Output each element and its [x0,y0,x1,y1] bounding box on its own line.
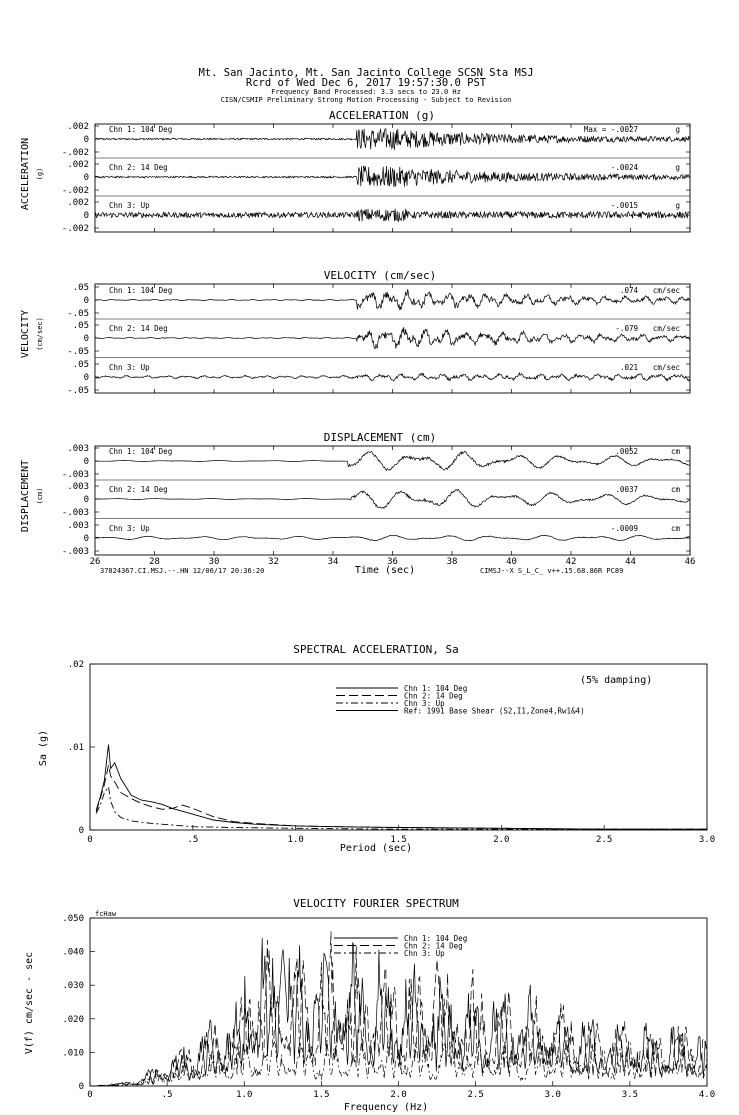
fourier-legend-label: Chn 3: Up [404,949,445,958]
sa-ytick-label: 0 [78,826,84,836]
ts-tick-label: 0 [83,173,89,183]
sa-xtick-label: 2.5 [596,835,613,845]
footer-left: 37824367.CI.MSJ.--.HN 12/06/17 20:36:20 [100,567,265,575]
ts-tick-label: 0 [83,296,89,306]
ts-tick-label: -.003 [61,470,89,480]
ts-max-unit: g [675,201,680,210]
ts-max-unit: cm [670,447,680,456]
fourier-ytick-label: .010 [62,1048,84,1059]
time-tick-label: 40 [506,557,517,567]
footer-right: CIMSJ--X S_L_C_ v++.15.68.86R PC89 [480,567,624,575]
ts-trace [95,289,690,310]
ts-trace [95,451,690,470]
ts-max-label: Max = -.0027 [583,125,638,134]
ts-tick-label: 0 [83,135,89,145]
fourier-series [98,931,707,1085]
accel-yunit: (g) [36,167,44,181]
ts-channel-label: Chn 1: 104 Deg [109,447,173,456]
time-tick-label: 32 [268,557,279,567]
sa-xtick-label: 3.0 [698,835,716,845]
fourier-xtick-label: 4.0 [698,1090,716,1100]
sa-ylabel: Sa (g) [38,729,49,767]
fourier-frame [90,918,707,1086]
ts-tick-label: -.002 [61,224,89,234]
sa-legend-label: Chn 3: Up [404,699,445,708]
fourier-ytick-label: .030 [62,981,84,992]
sa-ytick-label: .01 [67,743,84,753]
ts-tick-label: 0 [83,457,89,467]
ts-tick-label: -.002 [61,186,89,196]
header-line2: Rcrd of Wed Dec 6, 2017 19:57:30.0 PST [245,77,487,89]
ts-trace [95,209,690,222]
time-tick-label: 36 [387,557,398,567]
header-line4: CISN/CSMIP Preliminary Strong Motion Processing - Subject to Revision [220,96,512,104]
ts-max-unit: g [675,163,680,172]
sa-xtick-label: 1.5 [390,835,407,845]
ts-tick-label: 0 [83,495,89,505]
ts-trace [95,327,690,349]
ts-tick-label: .002 [67,122,89,132]
sa-legend [336,684,585,716]
fourier-xtick-label: 1.5 [313,1090,330,1100]
ts-max-unit: cm/sec [652,324,680,333]
ts-channel-label: Chn 1: 104 Deg [109,125,173,134]
sa-series-line [96,765,707,829]
ts-channel-label: Chn 2: 14 Deg [109,163,168,172]
ts-tick-label: 0 [83,211,89,221]
sa-xtick-label: .5 [187,835,199,845]
displacement-ylabel: DISPLACEMENT [20,459,31,533]
displacement-title: DISPLACEMENT (cm) [323,431,437,444]
ts-tick-label: -.003 [61,547,89,557]
time-tick-label: 30 [208,557,220,567]
header-line1: Mt. San Jacinto, Mt. San Jacinto College SCSN Sta MSJ [198,67,534,79]
ts-max-unit: cm/sec [652,286,680,295]
ts-max-unit: g [675,125,680,134]
ts-tick-label: -.002 [61,148,89,158]
fourier-xlabel: Frequency (Hz) [343,1102,429,1113]
ts-max-unit: cm [670,524,680,533]
time-series-panels [62,122,690,557]
sa-xlabel: Period (sec) [339,843,413,854]
ts-tick-label: .05 [72,360,89,370]
sa-title: SPECTRAL ACCELERATION, Sa [293,643,459,656]
time-tick-label: 28 [149,557,160,567]
ts-tick-label: .05 [72,283,89,293]
fourier-legend-label: Chn 1: 104 Deg [404,934,468,943]
ts-tick-label: -.003 [61,508,89,518]
fourier-xtick-label: 3.5 [621,1090,639,1100]
header-line3: Frequency Band Processed: 3.3 secs to 23.0 Hz [271,88,461,96]
ts-channel-label: Chn 2: 14 Deg [109,485,168,494]
velocity-yunit: (cm/sec) [36,317,44,351]
ts-channel-label: Chn 2: 14 Deg [109,324,168,333]
fourier-ytick-label: 0 [78,1082,84,1092]
ts-max-label: -.0015 [610,201,638,210]
sa-xtick-label: 2.0 [493,835,510,845]
displacement-yunit: (cm) [36,487,44,505]
ts-tick-label: 0 [83,373,89,383]
fourier-xtick-label: 2.5 [467,1090,484,1100]
ts-trace [95,535,690,541]
ts-max-unit: cm [670,485,680,494]
ts-tick-label: .003 [67,521,89,531]
fourier-xtick-label: 1.0 [236,1090,253,1100]
ts-max-label: .0052 [615,447,638,456]
fourier-xtick-label: 2.0 [390,1090,407,1100]
ts-max-label: .0037 [615,485,638,494]
ts-trace [95,489,690,508]
ts-channel-label: Chn 3: Up [109,363,150,372]
fourier-legend-label: Chn 2: 14 Deg [404,941,463,951]
ts-tick-label: .05 [72,321,89,331]
sa-xtick-label: 1.0 [287,835,304,845]
time-xlabel: Time (sec) [354,565,416,576]
fourier-ytick-label: .020 [62,1014,84,1025]
ts-tick-label: -.05 [67,309,89,319]
ts-max-label: -.0024 [610,163,638,172]
ts-max-unit: cm/sec [652,363,680,372]
ts-trace [95,166,690,187]
velocity-title: VELOCITY (cm/sec) [323,269,437,282]
sa-series-line [96,745,707,830]
ts-tick-label: .003 [67,444,89,454]
ts-tick-label: .003 [67,482,89,492]
ts-tick-label: -.05 [67,386,89,396]
sa-series [96,745,707,830]
velocity-ylabel: VELOCITY [20,309,31,359]
sa-series-line [96,787,707,829]
fourier-corner-label: fcHaw [95,910,117,918]
ts-tick-label: 0 [83,334,89,344]
ts-tick-label: 0 [83,534,89,544]
ts-tick-label: .002 [67,198,89,208]
ts-trace [95,373,690,381]
ts-max-label: .074 [619,286,638,295]
ts-max-label: .021 [619,363,638,372]
fourier-ytick-label: .050 [62,914,84,924]
fourier-series-line [98,938,707,1086]
fourier-ytick-label: .040 [62,947,84,958]
accel-title: ACCELERATION (g) [329,109,435,122]
time-tick-label: 38 [446,557,458,567]
fourier-xtick-label: .5 [161,1090,173,1100]
ts-channel-label: Chn 1: 104 Deg [109,286,173,295]
sa-legend-label: Chn 1: 104 Deg [404,684,468,693]
ts-max-label: -.079 [615,324,638,333]
sa-damping: (5% damping) [580,675,653,686]
accel-ylabel: ACCELERATION [20,137,31,211]
ts-channel-label: Chn 3: Up [109,201,150,210]
sa-legend-label: Chn 2: 14 Deg [404,691,463,701]
sa-xtick-label: 0 [87,835,93,845]
fourier-xtick-label: 3.0 [544,1090,561,1100]
ts-tick-label: .002 [67,160,89,170]
ts-channel-label: Chn 3: Up [109,524,150,533]
time-tick-label: 26 [89,557,101,567]
ts-tick-label: -.05 [67,347,89,357]
time-tick-label: 42 [565,557,577,567]
time-tick-label: 46 [684,557,696,567]
sa-ytick-label: .02 [67,660,84,670]
fourier-ylabel: V(f) cm/sec - sec [24,951,35,1055]
fourier-xtick-label: 0 [87,1090,93,1100]
ts-max-label: -.0009 [610,524,638,533]
time-tick-label: 44 [625,557,636,567]
time-tick-label: 34 [327,557,339,567]
fourier-title: VELOCITY FOURIER SPECTRUM [293,897,459,910]
sa-legend-label: Ref: 1991 Base Shear (S2,I1,Zone4,Rw1&4) [404,706,585,716]
